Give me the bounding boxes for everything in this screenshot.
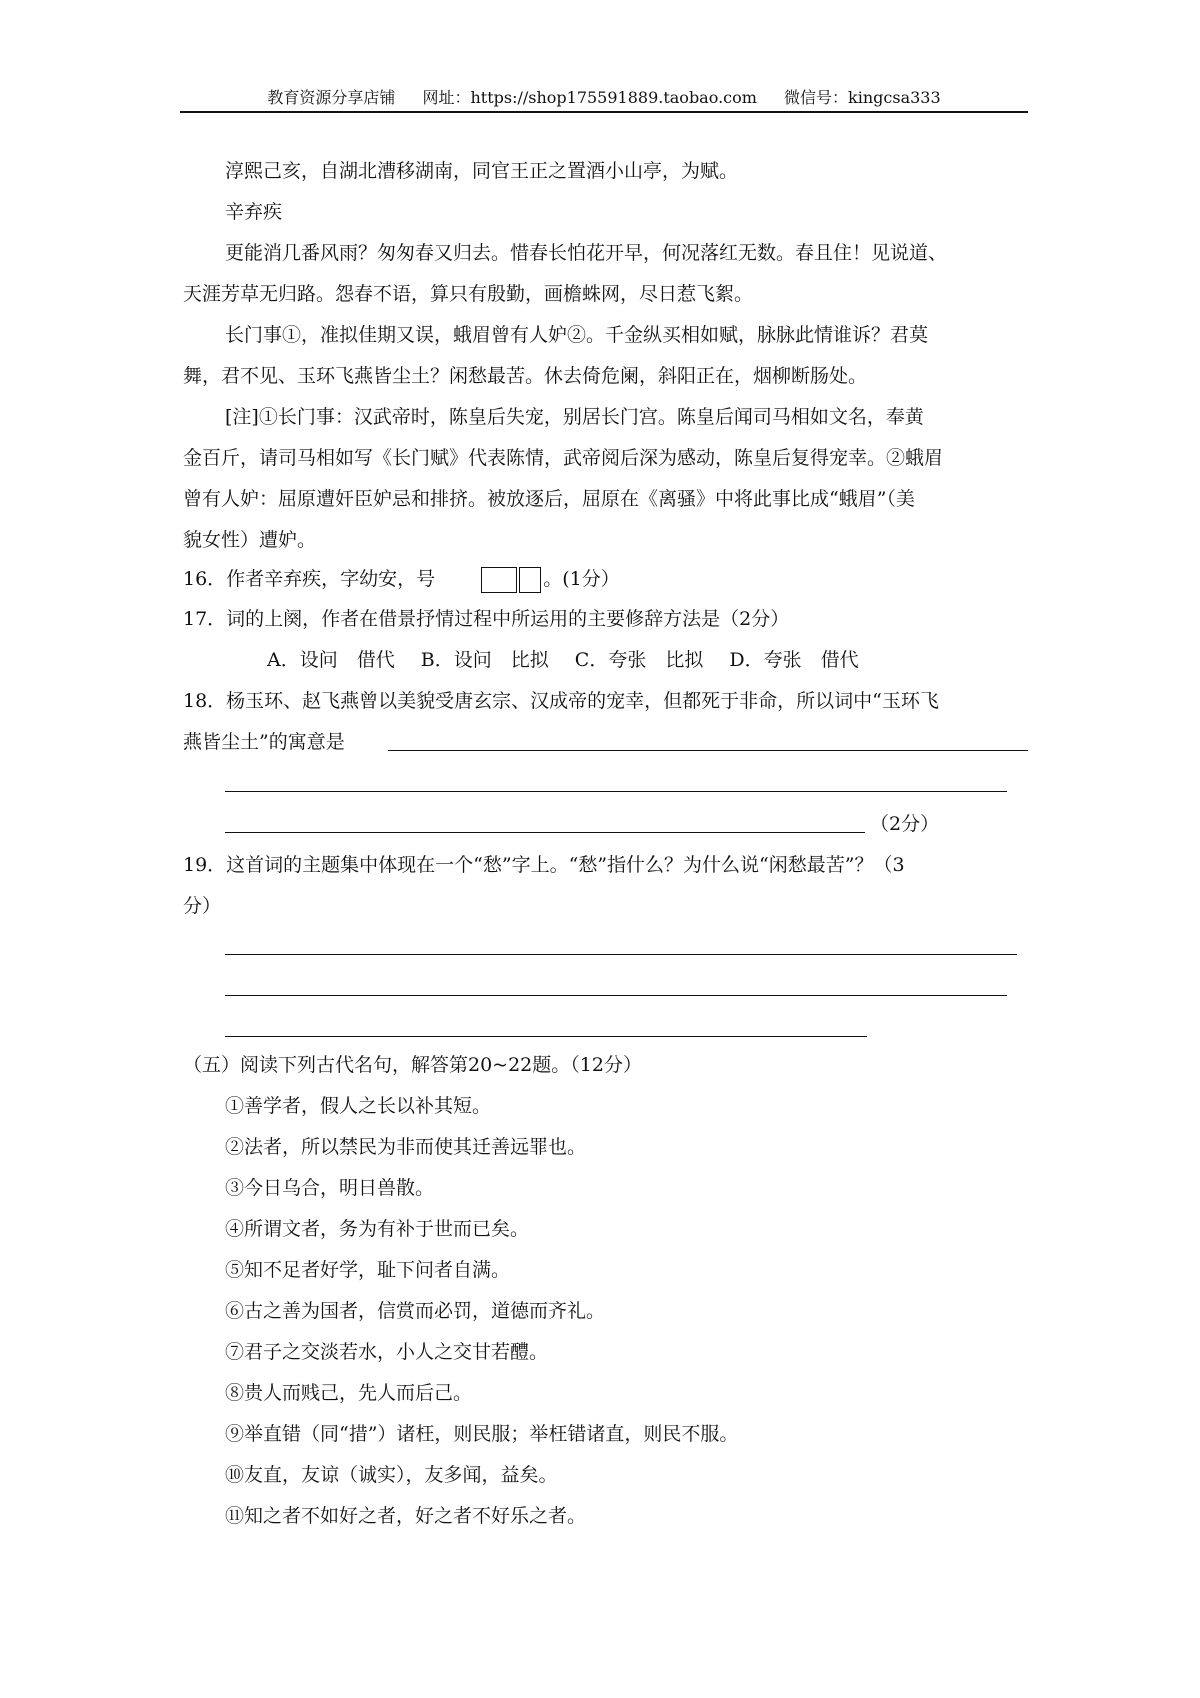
- q18-answer-line-3[interactable]: [225, 832, 865, 833]
- section-5-item-5: ⑤知不足者好学，耻下问者自满。: [225, 1259, 511, 1281]
- q16-answer-box[interactable]: [481, 567, 517, 593]
- question-18-line2: 燕皆尘土”的寓意是: [183, 731, 345, 753]
- q16-text: 16．作者辛弃疾，字幼安，号: [183, 568, 436, 590]
- q17-choice-b: B．设问 比拟: [420, 649, 549, 671]
- question-18-line1: 18．杨玉环、赵飞燕曾以美貌受唐玄宗、汉成帝的宠幸，但都死于非命，所以词中“玉环飞: [183, 690, 939, 712]
- section-5-item-4: ④所谓文者，务为有补于世而已矣。: [225, 1218, 530, 1240]
- section-5-title: （五）阅读下列古代名句，解答第20~22题。（12分）: [183, 1054, 642, 1076]
- q17-choices: [267, 647, 879, 673]
- section-5-item-6: ⑥古之善为国者，信赏而必罚，道德而齐礼。: [225, 1300, 606, 1322]
- header-site: 网址：https://shop175591889.taobao.com: [422, 88, 757, 107]
- q17-choice-a: A．设问 借代: [267, 649, 395, 671]
- note-line-1: [注]①长门事：汉武帝时，陈皇后失宠，别居长门宫。陈皇后闻司马相如文名，奉黄: [225, 406, 924, 428]
- poem-stanza2-line1: 长门事①，准拟佳期又误，蛾眉曾有人妒②。千金纵买相如赋，脉脉此情谁诉？君莫: [225, 324, 929, 346]
- note-line-4: 貌女性）遭妒。: [183, 529, 317, 551]
- poem-stanza1-line1: 更能消几番风雨？匆匆春又归去。惜春长怕花开早，何况落红无数。春且住！见说道、: [225, 242, 948, 264]
- q16-answer-box-2[interactable]: [519, 567, 541, 593]
- q18-answer-line-1[interactable]: [388, 750, 1028, 751]
- poem-preface: 淳熙己亥，自湖北漕移湖南，同官王正之置酒小山亭，为赋。: [225, 160, 739, 182]
- note-line-2: 金百斤，请司马相如写《长门赋》代表陈情，武帝阅后深为感动，陈皇后复得宠幸。②蛾眉: [183, 447, 944, 469]
- header-shop: 教育资源分享店铺: [267, 88, 396, 107]
- q19-answer-line-3[interactable]: [225, 1036, 867, 1037]
- q19-answer-line-1[interactable]: [225, 954, 1017, 955]
- question-17: 17．词的上阕，作者在借景抒情过程中所运用的主要修辞方法是（2分）: [183, 608, 790, 630]
- section-5-item-3: ③今日乌合，明日兽散。: [225, 1177, 435, 1199]
- section-5-item-7: ⑦君子之交淡若水，小人之交甘若醴。: [225, 1341, 549, 1363]
- header-wechat: 微信号：kingcsa333: [784, 88, 941, 107]
- section-5-item-8: ⑧贵人而贱己，先人而后己。: [225, 1382, 473, 1404]
- q19-answer-line-2[interactable]: [225, 995, 1007, 996]
- section-5-item-9: ⑨举直错（同“措”）诸枉，则民服；举枉错诸直，则民不服。: [225, 1423, 739, 1445]
- poem-stanza2-line2: 舞，君不见、玉环飞燕皆尘土？闲愁最苦。休去倚危阑，斜阳正在，烟柳断肠处。: [183, 365, 868, 387]
- question-19-line1: 19．这首词的主题集中体现在一个“愁”字上。“愁”指什么？为什么说“闲愁最苦”？（3: [183, 854, 905, 876]
- page-header: [180, 84, 1028, 112]
- poem-author: 辛弃疾: [225, 201, 283, 223]
- q17-choice-c: C．夸张 比拟: [574, 649, 704, 671]
- section-5-item-1: ①善学者，假人之长以补其短。: [225, 1095, 492, 1117]
- section-5-item-2: ②法者，所以禁民为非而使其迁善远罪也。: [225, 1136, 587, 1158]
- note-line-3: 曾有人妒：屈原遭奸臣妒忌和排挤。被放逐后，屈原在《离骚》中将此事比成“蛾眉”（美: [183, 488, 915, 510]
- section-5-item-11: ⑪知之者不如好之者，好之者不好乐之者。: [225, 1505, 587, 1527]
- poem-stanza1-line2: 天涯芳草无归路。怨春不语，算只有殷勤，画檐蛛网，尽日惹飞絮。: [183, 283, 754, 305]
- q16-suffix: 。(1分）: [543, 568, 620, 590]
- header-divider: [180, 111, 1028, 113]
- q18-score: （2分）: [870, 813, 940, 835]
- q17-choice-d: D．夸张 借代: [729, 649, 859, 671]
- section-5-item-10: ⑩友直，友谅（诚实），友多闻，益矣。: [225, 1464, 558, 1486]
- question-19-line2: 分）: [183, 895, 222, 917]
- question-16: [183, 566, 620, 593]
- q18-answer-line-2[interactable]: [225, 791, 1007, 792]
